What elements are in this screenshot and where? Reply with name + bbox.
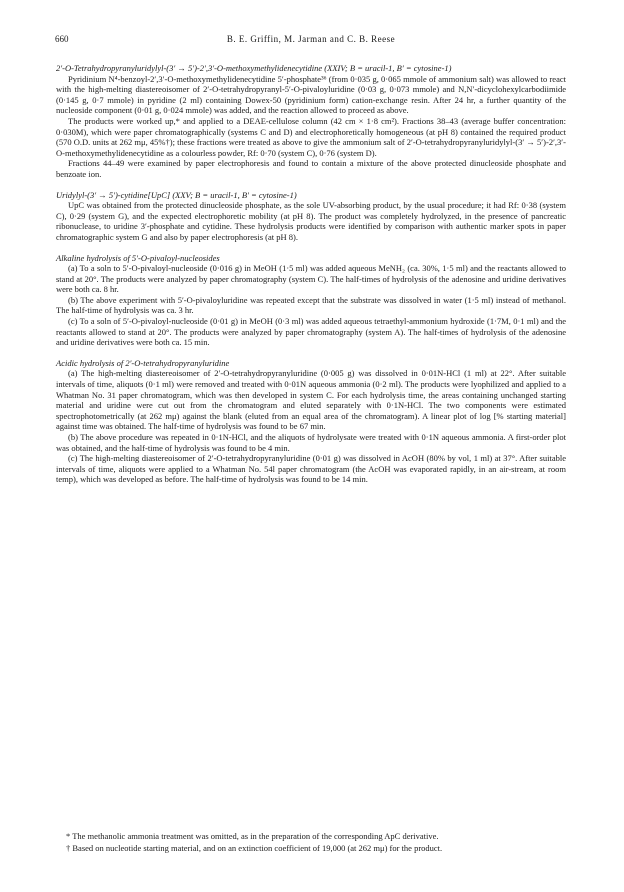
paragraph: (a) The high-melting diastereoisomer of 2′-O-tetrahydropyranyluridine (0·005 g) was dissolved in 0·01N-HCl (1 ml) at 22°. After suitable intervals of time, aliquots (0·1 ml) were removed and treated with 0·01N aqueous ammonia (0·2 ml). The products were lyophilized and applied to a Whatman No. 31 paper chromatogram, which was then developed in system C. For each hydrolysis time, the areas containing unchanged starting material and uridine were cut out from the chromatogram and eluted separately with 0·1N-HCl. The two components were estimated spectrophotometrically (at 262 mμ) against the blank (eluted from an equal area of the chromatogram). A linear plot of log [% starting material] against time was obtained. The half-time of hydrolysis was found to be 67 min. [56,368,566,432]
paragraph: Pyridinium N⁴-benzoyl-2′,3′-O-methoxymethylidenecytidine 5′-phosphate³⁶ (from 0·035 g, 0·065 mmole of ammonium salt) was allowed to react with the high-melting diastereoisomer of 2′-O-tetrahydropyranyl-5′-O-pivaloyluridine (0·03 g, 0·073 mmole) and N,N′-dicyclohexylcarbodiimide (0·145 g, 0·7 mmole) in pyridine (2 ml) containing Dowex-50 (pyridinium form) cation-exchange resin. After 24 hr, a further quantity of the nucleoside component (0·01 g, 0·024 mmole) was added, and the reaction allowed to proceed as above. [56,73,566,116]
paragraph: (b) The above experiment with 5′-O-pivaloyluridine was repeated except that the substrate was dissolved in water (1·5 ml) instead of methanol. The half-time of hydrolysis was ca. 3 hr. [56,294,566,316]
running-head: B. E. Griffin, M. Jarman and C. B. Reese [226,34,396,44]
section-acidic-hydrolysis [56,358,566,485]
footnote: * The methanolic ammonia treatment was omitted, as in the preparation of the corresponding ApC derivative. [66,831,439,841]
page-number: 660 [55,34,69,44]
paragraph: (c) To a soln of 5′-O-pivaloyl-nucleoside (0·01 g) in MeOH (0·3 ml) was added aqueous tetraethyl-ammonium hydroxide (1·7M, 0·1 ml) and the reactants allowed to stand at 20°. The products were analyzed by paper chromatography (system A). The half-times of hydrolysis of the adenosine and uridine derivatives were both ca. 15 min. [56,316,566,348]
paragraph: (a) To a soln to 5′-O-pivaloyl-nucleoside (0·016 g) in MeOH (1·5 ml) was added aqueous MeNH₂ (ca. 30%, 1·5 ml) and the reactants allowed to stand at 20°. The products were analyzed by paper chromatography (system C). The half-times of hydrolysis of the adenosine and uridine derivatives were both ca. 8 hr. [56,263,566,295]
footnote: † Based on nucleotide starting material, and on an extinction coefficient of 19,000 (at 262 mμ) for the product. [66,842,443,853]
page [55,34,566,853]
section-heading: Acidic hydrolysis of 2′-O-tetrahydropyranyluridine [56,357,230,368]
section-heading: Alkaline hydrolysis of 5′-O-pivaloyl-nucleosides [56,252,220,263]
section-alkaline-hydrolysis [56,253,566,348]
paragraph: The products were worked up,* and applied to a DEAE-cellulose column (42 cm × 1·8 cm²). Fractions 38–43 (average buffer concentration: 0·030M), which were paper chromatographically (systems C and D) and electrophoretically homogeneous (at pH 8) contained the required product (570 O.D. units at 262 mμ, 45%†); these fractions were treated as above to give the ammonium salt of 2′-O-tetrahydropyranyluridylyl-(3′ → 5′)-2′,3′-O-methoxymethylidenecytidine as a colourless powder, Rf: 0·70 (system C), 0·76 (system D). [56,115,566,158]
paragraph: (b) The above procedure was repeated in 0·1N-HCl, and the aliquots of hydrolysate were treated with 0·1N aqueous ammonia. A first-order plot was obtained, and the half-time of hydrolysis was found to be 4 min. [56,432,566,453]
paragraph: UpC was obtained from the protected dinucleoside phosphate, as the sole UV-absorbing product, by the usual procedure; it had Rf: 0·38 (system C), 0·29 (system G), and the expected electrophoretic mobility (at pH 8). The product was completely hydrolyzed, in the presence of pancreatic ribonuclease, to uridine 3′-phosphate and cytidine. These hydrolysis products were identified by comparison with authentic marker spots in paper chromatographic system G and also by paper electrophoresis (at pH 8). [56,200,566,242]
section-upc [56,190,566,243]
page-header [56,34,566,48]
section-heading: 2′-O-Tetrahydropyranyluridylyl-(3′ → 5′)-2′,3′-O-methoxymethylidenecytidine (XXIV; B = uracil-1, B′ = cytosine-1) [56,63,452,73]
section-xxiv [56,63,566,180]
footnotes [56,831,566,854]
paragraph: Fractions 44–49 were examined by paper electrophoresis and found to contain a mixture of the above protected dinucleoside phosphate and benzoate ion. [56,158,566,179]
paragraph: (c) The high-melting diastereoisomer of 2′-O-tetrahydropyranyluridine (0·01 g) was dissolved in AcOH (80% by vol, 1 ml) at 37°. After suitable intervals of time, aliquots were applied to a Whatman No. 54l paper chromatogram (the AcOH was evaporated rapidly, in an air-stream, at room temp), which was developed as before. The half-time of hydrolysis was found to be 14 min. [56,453,566,485]
section-heading: Uridylyl-(3′ → 5′)-cytidine[UpC] (XXV; B = uracil-1, B′ = cytosine-1) [56,189,297,200]
